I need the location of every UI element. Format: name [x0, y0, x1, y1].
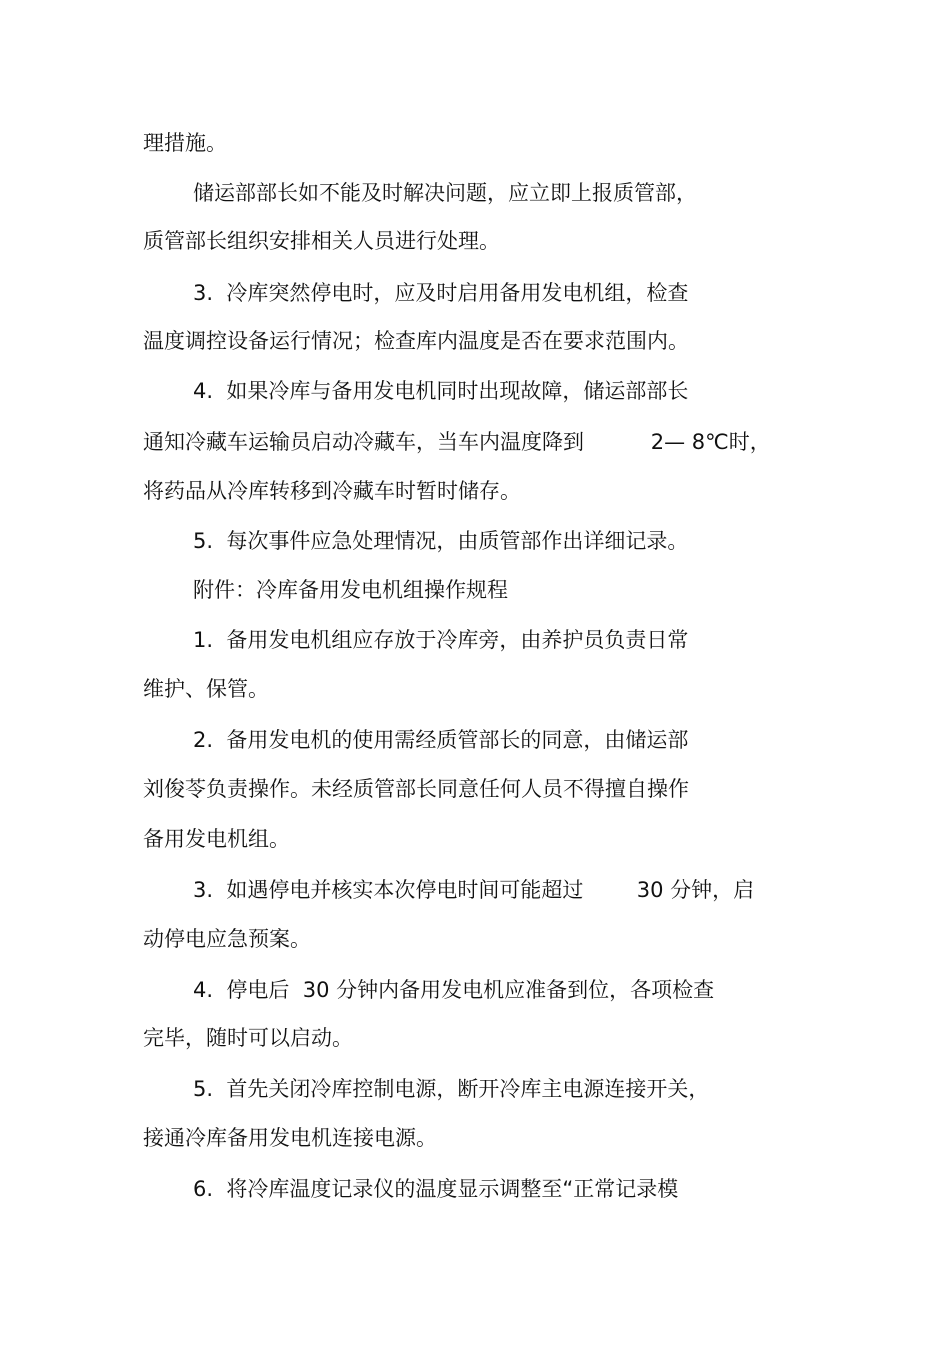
text-line-12: 维护、保管。	[143, 677, 269, 701]
text-line-15: 备用发电机组。	[143, 827, 290, 851]
text-line-4: 3. 冷库突然停电时，应及时启用备用发电机组，检查	[193, 281, 689, 305]
text-line-11: 1. 备用发电机组应存放于冷库旁，由养护员负责日常	[193, 628, 689, 652]
text-line-20: 5. 首先关闭冷库控制电源，断开冷库主电源连接开关，	[193, 1077, 710, 1101]
text-line-10: 附件：冷库备用发电机组操作规程	[193, 578, 508, 602]
text-line-9: 5. 每次事件应急处理情况，由质管部作出详细记录。	[193, 529, 689, 553]
text-line-17: 动停电应急预案。	[143, 927, 311, 951]
text-line-13: 2. 备用发电机的使用需经质管部长的同意，由储运部	[193, 728, 689, 752]
text-line-19: 完毕，随时可以启动。	[143, 1026, 353, 1050]
text-line-7: 通知冷藏车运输员启动冷藏车，当车内温度降到 2— 8℃时，	[143, 430, 771, 454]
text-line-1: 理措施。	[143, 131, 227, 155]
text-line-18: 4. 停电后 30 分钟内备用发电机应准备到位，各项检查	[193, 978, 715, 1002]
text-line-14: 刘俊苓负责操作。未经质管部长同意任何人员不得擅自操作	[143, 777, 689, 801]
text-line-3: 质管部长组织安排相关人员进行处理。	[143, 229, 500, 253]
text-line-16: 3. 如遇停电并核实本次停电时间可能超过 30 分钟，启	[193, 878, 755, 902]
text-line-5: 温度调控设备运行情况；检查库内温度是否在要求范围内。	[143, 329, 689, 353]
text-line-2: 储运部部长如不能及时解决问题，应立即上报质管部，	[193, 181, 697, 205]
text-line-22: 6. 将冷库温度记录仪的温度显示调整至“正常记录模	[193, 1177, 679, 1201]
text-line-21: 接通冷库备用发电机连接电源。	[143, 1126, 437, 1150]
text-line-8: 将药品从冷库转移到冷藏车时暂时储存。	[143, 479, 521, 503]
text-line-6: 4. 如果冷库与备用发电机同时出现故障，储运部部长	[193, 379, 689, 403]
